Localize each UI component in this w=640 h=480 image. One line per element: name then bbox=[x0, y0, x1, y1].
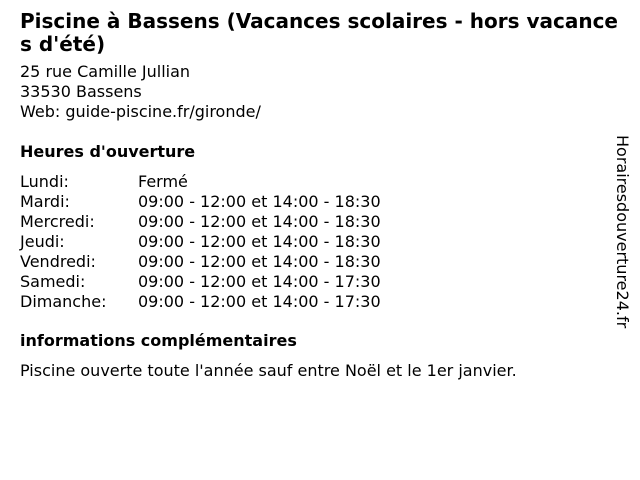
hours-time: 09:00 - 12:00 et 14:00 - 18:30 bbox=[138, 232, 381, 251]
site-watermark: Horairesdouverture24.fr bbox=[613, 135, 632, 329]
hours-row-sunday bbox=[20, 292, 620, 312]
hours-row-friday bbox=[20, 252, 620, 272]
hours-time: 09:00 - 12:00 et 14:00 - 17:30 bbox=[138, 272, 381, 291]
info-heading: informations complémentaires bbox=[20, 331, 297, 350]
hours-day: Jeudi: bbox=[20, 232, 65, 251]
page-title: Piscine à Bassens (Vacances scolaires - hors vacances d'été) bbox=[20, 9, 618, 56]
listing-card bbox=[20, 10, 620, 381]
hours-row-monday bbox=[20, 172, 620, 192]
hours-day: Samedi: bbox=[20, 272, 86, 291]
hours-day: Mardi: bbox=[20, 192, 70, 211]
hours-time: Fermé bbox=[138, 172, 188, 191]
hours-time: 09:00 - 12:00 et 14:00 - 18:30 bbox=[138, 212, 381, 231]
hours-row-thursday bbox=[20, 232, 620, 252]
hours-day: Lundi: bbox=[20, 172, 69, 191]
hours-row-saturday bbox=[20, 272, 620, 292]
hours-day: Mercredi: bbox=[20, 212, 95, 231]
hours-table bbox=[20, 172, 620, 312]
hours-time: 09:00 - 12:00 et 14:00 - 17:30 bbox=[138, 292, 381, 311]
hours-time: 09:00 - 12:00 et 14:00 - 18:30 bbox=[138, 192, 381, 211]
address-web: Web: guide-piscine.fr/gironde/ bbox=[20, 102, 261, 121]
hours-day: Dimanche: bbox=[20, 292, 107, 311]
address-street: 25 rue Camille Jullian bbox=[20, 62, 191, 81]
hours-row-tuesday bbox=[20, 192, 620, 212]
hours-time: 09:00 - 12:00 et 14:00 - 18:30 bbox=[138, 252, 381, 271]
info-text: Piscine ouverte toute l'année sauf entre Noël et le 1er janvier. bbox=[20, 361, 517, 380]
address-city: 33530 Bassens bbox=[20, 82, 142, 101]
address-block bbox=[20, 62, 620, 122]
hours-day: Vendredi: bbox=[20, 252, 96, 271]
hours-heading: Heures d'ouverture bbox=[20, 142, 196, 161]
hours-row-wednesday bbox=[20, 212, 620, 232]
